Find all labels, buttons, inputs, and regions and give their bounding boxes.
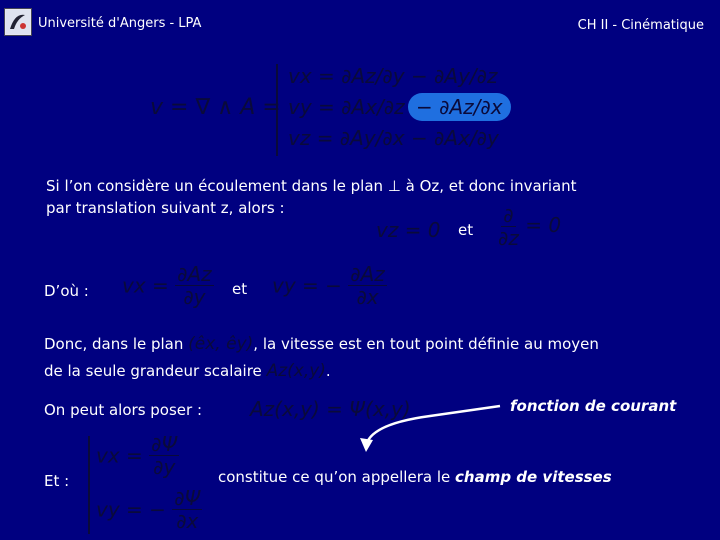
paragraph2-line1b: , la vitesse est en tout point définie au moyen [253,335,599,353]
curl-row-1: vx = ∂Az/∂y − ∂Ay/∂z [288,64,498,88]
plane-basis: (êx, êy) [188,334,254,354]
paragraph1-line2: par translation suivant z, alors : [46,199,285,217]
velocity-vx [96,434,179,477]
university-logo-icon [4,8,32,36]
eq-vy-den: ∂x [356,285,379,309]
champ-de-vitesses: champ de vitesses [455,468,612,486]
eq-vy-num: ∂Az [350,262,385,286]
mid-et: et [232,280,248,298]
eq-dz-rhs: = 0 [525,213,562,237]
velocity-vy-num: ∂Ψ [174,486,201,510]
fonction-de-courant-label: fonction de courant [510,397,677,415]
velocity-vx-lhs: vx = [96,443,143,468]
eq-dz-num: ∂ [503,203,514,227]
velocity-bracket [88,436,90,534]
eq-vy [272,264,387,307]
paragraph2-line1a: Donc, dans le plan [44,335,184,353]
curl-matrix-bracket [276,64,278,156]
paragraph2-line2a: de la seule grandeur scalaire [44,362,262,380]
curl-row-2a: vy = ∂Ax/∂z [288,95,405,119]
velocity-vy-den: ∂x [176,509,199,533]
paragraph2-line2 [44,361,331,381]
curved-arrow-icon [350,398,510,458]
eq-vx [122,264,214,307]
header-right: CH II - Cinématique [577,18,704,33]
scalar-az: Az(x,y) [266,361,326,381]
eq-vx-lhs: vx = [122,273,169,298]
poser-equation: Az(x,y) = Ψ(x,y) [250,397,411,421]
eq-vz-zero: vz = 0 [376,218,441,242]
curl-lhs: v = ∇ ∧ A = [150,95,281,120]
eq-dz [498,205,561,248]
conclusion-text [218,468,612,486]
poser-label: On peut alors poser : [44,401,203,419]
eq-vx-num: ∂Az [177,262,212,286]
paragraph2-line1 [44,334,599,354]
eq-vx-den: ∂y [183,285,206,309]
eq-dz-den: ∂z [498,226,519,250]
paragraph1-line1: Si l’on considère un écoulement dans le plan ⊥ à Oz, et donc invariant [46,177,577,195]
paragraph2-line2b: . [325,362,331,380]
velocity-vy-lhs: vy = − [96,497,166,522]
velocity-vx-den: ∂y [153,455,176,479]
velocity-vx-num: ∂Ψ [151,432,178,456]
et-label: Et : [44,472,70,490]
dou-label: D’où : [44,282,89,300]
eq-vy-lhs: vy = − [272,273,342,298]
header-left: Université d'Angers - LPA [38,16,202,31]
curl-row-3: vz = ∂Ay/∂x − ∂Ax/∂y [288,126,499,150]
velocity-vy [96,488,202,531]
curl-row-2b-highlight: − ∂Az/∂x [408,93,511,121]
eq-et: et [458,221,474,239]
conclusion-a: constitue ce qu’on appellera le [218,468,451,486]
